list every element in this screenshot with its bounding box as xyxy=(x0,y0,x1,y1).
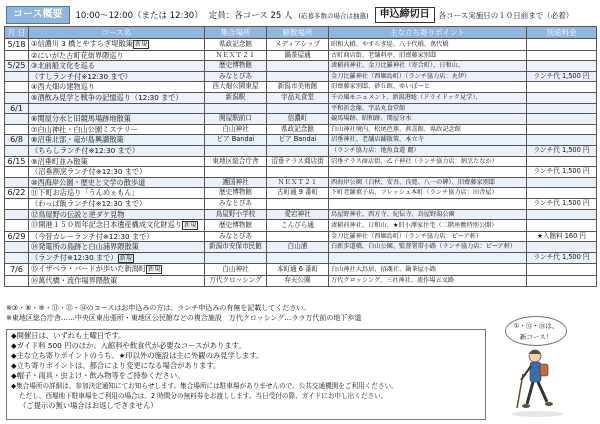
cell-end xyxy=(267,103,329,114)
cell-fee xyxy=(527,114,597,125)
cell-date: 6/8 xyxy=(5,135,29,146)
cell-end xyxy=(267,145,329,156)
cell-meet: 西大畑公園東屋 xyxy=(205,82,267,93)
cell-course xyxy=(29,103,205,114)
cell-course xyxy=(29,135,205,146)
info-line: （ご提示の無い場合はお返しできません） xyxy=(19,401,158,410)
info-line: ◆ガイド料 500 円のほか、入館料や飲食代が必要なコースがあります。 xyxy=(11,341,246,350)
cell-date: 6/1 xyxy=(5,103,29,114)
cell-end: メディアシップ xyxy=(267,39,329,51)
table-row xyxy=(5,71,597,82)
cell-fee xyxy=(527,124,597,135)
course-name: ④西大畑の建物巡り xyxy=(31,82,95,92)
walker-shoe xyxy=(522,404,530,408)
cell-fee xyxy=(527,82,597,93)
cell-end xyxy=(267,61,329,72)
table-header-row xyxy=(5,27,597,39)
cell-date xyxy=(5,167,29,178)
cell-points: 白山神社境内、松尾芭蕉、燕喜館、県政記念館 xyxy=(329,124,527,135)
cell-points: 競馬場跡、昭和跡、関屋分水 xyxy=(329,114,527,125)
header xyxy=(6,6,594,24)
cell-course xyxy=(29,198,205,209)
cell-date xyxy=(5,145,29,156)
cell-points: 鳥屋野神社、西方寺、紀伝寺、鳥屋野潟公園 xyxy=(329,209,527,220)
info-line: ただし、西堀地下駐車場をご利用の場合は、2 時間分の無料券をお渡しします。当日受付の際、ガイドにお申し出ください。 xyxy=(19,392,388,400)
cell-end: 古町通 9 番町 xyxy=(267,188,329,199)
table-row xyxy=(5,39,597,51)
course-name: ⑮イザベラ・バードが歩いた新潟町 xyxy=(31,264,147,274)
cell-date xyxy=(5,220,29,232)
cell-end xyxy=(267,198,329,209)
cell-fee: ランチ代 1,500 円 xyxy=(527,71,597,82)
cell-fee xyxy=(527,39,597,51)
cell-fee xyxy=(527,177,597,188)
col-points: 主な立ち寄りポイント xyxy=(329,27,527,39)
new-course-bubble xyxy=(505,316,567,346)
table-row xyxy=(5,156,597,167)
course-name: ①信濃川 3 橋とやすらぎ堤散策 xyxy=(31,39,133,48)
table-row xyxy=(5,61,597,72)
course-name: （ランチ付※12:30 まで） xyxy=(31,252,118,262)
cell-course xyxy=(29,124,205,135)
new-badge: 新規 xyxy=(134,41,148,48)
course-name: ⑫鳥屋野の伝説と逆ダケ見物 xyxy=(31,209,125,219)
cell-date xyxy=(5,276,29,287)
table-row xyxy=(5,50,597,61)
table-row xyxy=(5,198,597,209)
cell-points: 沼垂テラス商店街、乙子神社（ランチ協力店：割烹たなか） xyxy=(329,156,527,167)
cell-points: 西海岸公園（白秋、安吾、良寛、八一の碑）、旧齋藤家別邸 xyxy=(329,177,527,188)
course-name: ②にいがた古町花街界隈巡り xyxy=(31,50,124,60)
walker-shoe xyxy=(545,402,553,406)
cell-course xyxy=(29,167,205,178)
footnotes xyxy=(6,303,566,323)
cell-date xyxy=(5,209,29,220)
new-badge: 新規 xyxy=(183,222,197,230)
course-name: （わっぱ飯ランチ付※12:30 まで） xyxy=(31,198,147,208)
new-badge: 新規 xyxy=(148,266,161,274)
footnote: ※③・⑧・⑨・⑪・⑬・⑭のコースはお申込みの方は、ランチ申込みの有無を記載してください。 xyxy=(6,304,311,312)
course-name: （沼垂割烹ランチ付※12:30 まで） xyxy=(31,167,147,177)
cell-course xyxy=(29,264,205,276)
cell-fee xyxy=(527,103,597,114)
cell-date: 7/6 xyxy=(5,264,29,276)
cell-meet xyxy=(205,167,267,178)
course-name: ⑨沼垂町並み散策 xyxy=(31,156,88,166)
cell-meet: 白山神社 xyxy=(205,264,267,276)
cell-course xyxy=(29,61,205,72)
table-row xyxy=(5,114,597,125)
cell-points: 金刀比羅神社（西堀島町）（ランチ協力店：ピーア軒） xyxy=(329,231,527,242)
cell-points: 古町商店街、老舗料亭、旧齋藤家別邸 xyxy=(329,50,527,61)
walker-hat xyxy=(529,350,541,354)
cell-points: 万代クロッシング、三社神社、流作場五叉路 xyxy=(329,276,527,287)
cell-fee xyxy=(527,135,597,146)
cell-course xyxy=(29,276,205,287)
cell-date xyxy=(5,82,29,93)
course-name: ⑧沼垂北部・竜が島興讃散策 xyxy=(31,135,124,145)
cell-fee xyxy=(527,61,597,72)
cell-fee: ★入館料 160 円 xyxy=(527,231,597,242)
cell-points: 湊稲荷神社、金刀比羅神社（寄合町）、日和山、 xyxy=(329,61,527,72)
deadline-label: 申込締切日 xyxy=(375,7,435,23)
table-row xyxy=(5,264,597,276)
cell-fee: ランチ代 1,500 円 xyxy=(527,198,597,209)
table-row xyxy=(5,103,597,114)
ground-shadow xyxy=(511,411,563,417)
capacity-text: 定員：各コース 25 人 xyxy=(208,11,293,21)
course-name: ⑬開港１５０周年記念日本遺産構成文化財巡り xyxy=(31,220,182,230)
info-line: ◆集合場所の詳細は、参加決定通知にてお知らせします。集合場所には駐車場がありませんので、公共交通機関をご利用ください。 xyxy=(11,382,398,390)
course-name: ⑭発電所の島跡と白山浦界隈散策 xyxy=(31,242,139,252)
cell-course xyxy=(29,220,205,232)
cell-meet: ＮＥＸＴ２１ xyxy=(205,50,267,61)
cell-course xyxy=(29,114,205,125)
cell-end: 弁天公園 xyxy=(267,276,329,287)
cell-date: 6/22 xyxy=(5,188,29,199)
walker-leg xyxy=(527,382,533,404)
cell-points: 白山神社大鳥居、招魂社、鍋茶屋小路 xyxy=(329,264,527,276)
cell-meet: 東地区総合庁舎 xyxy=(205,156,267,167)
cell-meet: 新潟市安保市民館 xyxy=(205,242,267,253)
course-name: ③北前船文化を巡る xyxy=(31,61,95,71)
cell-course xyxy=(29,82,205,93)
walker-body xyxy=(530,362,541,382)
course-name: ⑦白山神社・白山公園ミステリー xyxy=(31,124,138,134)
course-table xyxy=(4,26,597,287)
course-name: ⑯萬代橋・流作場界隈散策 xyxy=(31,276,118,286)
cell-course xyxy=(29,231,205,242)
capacity-note: (応募多数の場合は抽選) xyxy=(298,11,369,20)
course-name: （すしランチ付※12:30 まで） xyxy=(31,71,132,81)
cell-date xyxy=(5,92,29,103)
cell-points xyxy=(329,252,527,264)
col-fee: 別途料金 xyxy=(527,27,597,39)
cell-date: 6/15 xyxy=(5,156,29,167)
table-row xyxy=(5,220,597,232)
cell-date: 5/25 xyxy=(5,61,29,72)
cell-date xyxy=(5,252,29,264)
table-row xyxy=(5,252,597,264)
cell-meet: 新潟駅 xyxy=(205,92,267,103)
table-row xyxy=(5,209,597,220)
walker-illustration xyxy=(505,346,575,420)
cell-course xyxy=(29,92,205,103)
cell-course xyxy=(29,156,205,167)
table-row xyxy=(5,276,597,287)
cell-end: 愛宕神社 xyxy=(267,209,329,220)
cell-meet: 白山神社 xyxy=(205,124,267,135)
info-line: ◆立ち寄りポイントは、都合により変更になる場合があります。 xyxy=(11,361,221,370)
cell-end: 信濃町 xyxy=(267,114,329,125)
course-name: （ちらしランチ付※12:30 まで） xyxy=(31,145,140,155)
col-date: 月 日 xyxy=(5,27,29,39)
col-meet: 集合場所 xyxy=(205,27,267,39)
cell-date xyxy=(5,50,29,61)
cell-fee xyxy=(527,242,597,253)
table-row xyxy=(5,188,597,199)
cell-end: こんぴら通 xyxy=(267,220,329,232)
cell-end: 沼垂テラス商店街 xyxy=(267,156,329,167)
cell-end xyxy=(267,231,329,242)
cell-points: 金刀比羅神社（西堀島町）（ランチ協力店：丸伊） xyxy=(329,71,527,82)
cell-end: 本町通 6 番町 xyxy=(267,264,329,276)
cell-course xyxy=(29,242,205,253)
walking-stick xyxy=(517,374,523,408)
cell-fee xyxy=(527,209,597,220)
cell-meet: 万代クロッシング xyxy=(205,276,267,287)
cell-end xyxy=(267,167,329,178)
table-row xyxy=(5,124,597,135)
bubble-line: ①・⑬・⑮は、 xyxy=(513,322,559,330)
cell-points: 平和祈念像、宇品丸食堂館 xyxy=(329,103,527,114)
cell-meet: 鳥屋野小学校 xyxy=(205,209,267,220)
cell-fee xyxy=(527,264,597,276)
cell-date xyxy=(5,198,29,209)
cell-date xyxy=(5,177,29,188)
cell-meet: みなとぴあ xyxy=(205,198,267,209)
cell-fee xyxy=(527,50,597,61)
info-box xyxy=(6,329,486,420)
cell-points: 湊稲荷神社、日和山、★旧小澤家住宅（二階座敷特別公開） xyxy=(329,220,527,232)
course-name: ⑩西海岸公園・歴史と文学の散歩道 xyxy=(31,177,146,187)
col-end: 解散場所 xyxy=(267,27,329,39)
cell-fee xyxy=(527,188,597,199)
course-name: （今昔カレーランチ付※12:30 まで） xyxy=(31,231,154,241)
cell-points xyxy=(329,198,527,209)
cell-points: 昭和大橋、やすらぎ堤、八千代橋、萬代橋 xyxy=(329,39,527,51)
cell-end: 新潟市美術館 xyxy=(267,82,329,93)
cell-meet xyxy=(205,145,267,156)
cell-fee xyxy=(527,92,597,103)
cell-points: 千の風モニュメント、新潟港総（ドライドック見学）、 xyxy=(329,92,527,103)
deadline-note: 各コース実施日の１０日前まで（必着） xyxy=(438,10,574,20)
cell-end xyxy=(267,252,329,264)
cell-date xyxy=(5,242,29,253)
new-badge: 新規 xyxy=(119,254,132,262)
cell-end: ＮＥＸＴ２１ xyxy=(267,177,329,188)
table-row xyxy=(5,231,597,242)
cell-meet xyxy=(205,103,267,114)
cell-end: 鍋茶屋通 xyxy=(267,50,329,61)
footnote: ※東地区総合庁舎……中央区東出張所・東地区公民館などの複合施設 万代クロッシング…ララ万代前の地下歩道 xyxy=(6,314,362,322)
cell-date: 6/29 xyxy=(5,231,29,242)
cell-date xyxy=(5,114,29,125)
cell-course xyxy=(29,177,205,188)
cell-end: 県政記念館 xyxy=(267,124,329,135)
cell-end: 白山浦 xyxy=(267,242,329,253)
cell-meet: 歴史博物館 xyxy=(205,188,267,199)
table-row xyxy=(5,242,597,253)
cell-fee: ランチ代 1,500 円 xyxy=(527,145,597,156)
cell-points: （ランチ協力店：地魚食道 麗） xyxy=(329,145,527,156)
cell-fee: ランチ代 1,500 円 xyxy=(527,252,597,264)
walker-backpack xyxy=(540,364,548,376)
cell-course xyxy=(29,188,205,199)
cell-course xyxy=(29,71,205,82)
table-row xyxy=(5,145,597,156)
cell-meet xyxy=(205,252,267,264)
cell-points: 白新歩道橋、白山公園、監督署帯小路（ランチ協力店：ピーア軒） xyxy=(329,242,527,253)
table-row xyxy=(5,135,597,146)
cell-date xyxy=(5,124,29,135)
cell-course xyxy=(29,50,205,61)
cell-course xyxy=(29,209,205,220)
cell-meet: 関屋駅前口 xyxy=(205,114,267,125)
cell-points xyxy=(329,167,527,178)
cell-end xyxy=(267,71,329,82)
cell-meet: 県政記念館 xyxy=(205,39,267,51)
table-row xyxy=(5,167,597,178)
bubble-line: 新コース！ xyxy=(519,333,553,341)
cell-meet: みなとぴあ xyxy=(205,71,267,82)
cell-fee xyxy=(527,220,597,232)
info-line: ◆主な立ち寄りポイントのうち、★印以外の施設は主に外観のみ見学します。 xyxy=(11,351,264,360)
time-text: 10:00～12:00（または 12:30） xyxy=(75,11,203,21)
cell-meet: ピア Bandai xyxy=(205,135,267,146)
course-name: ⑥関屋分水と旧競馬場跡地散策 xyxy=(31,114,131,124)
cell-points: 旧齋藤家別邸、砂丘館、ゆいぽーと xyxy=(329,82,527,93)
table-row xyxy=(5,92,597,103)
col-course: コース名 xyxy=(29,27,205,39)
info-line: ◆帽子・雨具・虫よけ・飲み物等をご持参ください。 xyxy=(11,371,185,380)
cell-fee: ランチ代 1,500 円 xyxy=(527,167,597,178)
cell-points: 沼垂神社、老舗店鋪散策、本立寺 xyxy=(329,135,527,146)
cell-fee xyxy=(527,276,597,287)
cell-course xyxy=(29,252,205,264)
cell-meet: 歴史博物館 xyxy=(205,220,267,232)
cell-meet: 護国神社 xyxy=(205,177,267,188)
table-row xyxy=(5,82,597,93)
walker-leg xyxy=(538,382,547,402)
cell-points: 下町老舗菓子店、フレッシュ本町（ランチ協力店：田舎屋） xyxy=(329,188,527,199)
cell-meet: 歴史博物館 xyxy=(205,61,267,72)
cell-end: 宇品丸食堂 xyxy=(267,92,329,103)
cell-date: 5/18 xyxy=(5,39,29,51)
course-name: ⑤酒飲み見学と戦争の記憶巡り（12:30 まで） xyxy=(31,92,183,102)
course-name: ⑪下町お店巡り「うんめぇもん」 xyxy=(31,188,139,198)
cell-date xyxy=(5,71,29,82)
cell-course xyxy=(29,39,205,51)
cell-course xyxy=(29,145,205,156)
cell-meet: みなとぴあ xyxy=(205,231,267,242)
cell-fee xyxy=(527,156,597,167)
info-line: ◆開催日は、いずれも土曜日です。 xyxy=(11,331,126,340)
page-title: コース概要 xyxy=(6,6,70,24)
table-row xyxy=(5,177,597,188)
cell-end: ピア Bandai xyxy=(267,135,329,146)
